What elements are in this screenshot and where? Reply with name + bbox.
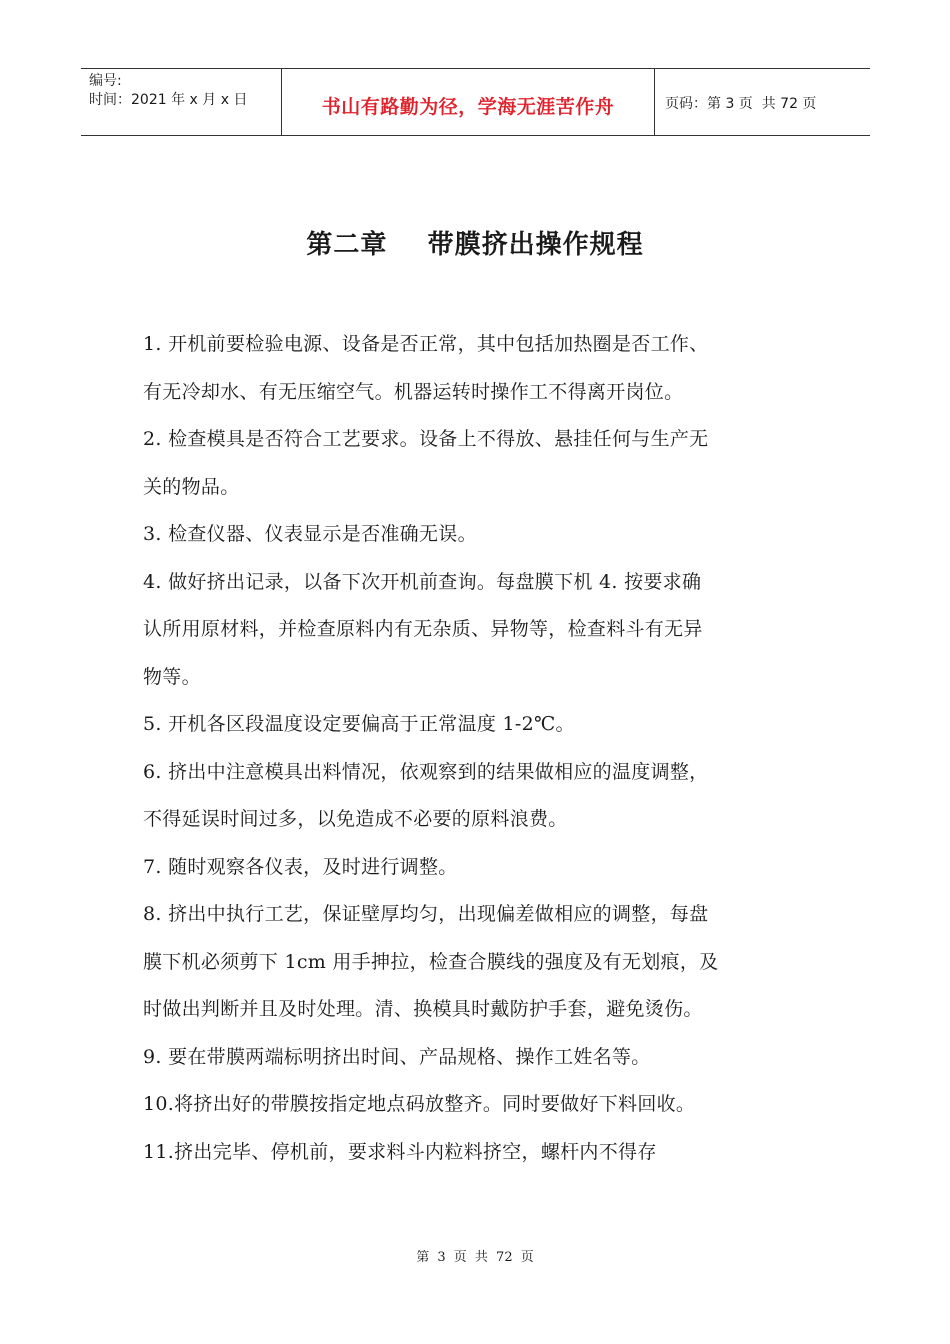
body-line: 认所用原材料，并检查原料内有无杂质、异物等，检查料斗有无异 bbox=[143, 618, 703, 640]
header-motto: 书山有路勤为径，学海无涯苦作舟 bbox=[321, 95, 615, 118]
body-line: 10.将挤出好的带膜按指定地点码放整齐。同时要做好下料回收。 bbox=[143, 1093, 696, 1115]
body-line: 不得延误时间过多，以免造成不必要的原料浪费。 bbox=[143, 808, 568, 830]
body-line: 有无冷却水、有无压缩空气。机器运转时操作工不得离开岗位。 bbox=[143, 380, 684, 403]
body-line: 9. 要在带膜两端标明挤出时间、产品规格、操作工姓名等。 bbox=[143, 1045, 651, 1068]
body-line: 2. 检查模具是否符合工艺要求。设备上不得放、悬挂任何与生产无 bbox=[143, 428, 709, 450]
body-line: 7. 随时观察各仪表，及时进行调整。 bbox=[143, 855, 458, 878]
body-line: 膜下机必须剪下 1cm 用手抻拉，检查合膜线的强度及有无划痕，及 bbox=[143, 950, 719, 973]
body-line: 8. 挤出中执行工艺，保证壁厚均匀，出现偏差做相应的调整，每盘 bbox=[143, 903, 709, 925]
body-line: 6. 挤出中注意模具出料情况，依观察到的结果做相应的温度调整， bbox=[143, 760, 709, 783]
header-code-label: 编号: bbox=[89, 73, 122, 89]
header-date: 时间：2021 年 x 月 x 日 bbox=[89, 92, 248, 108]
header-page-cell bbox=[655, 69, 870, 135]
header-meta-cell bbox=[81, 69, 282, 135]
header-page-info: 页码：第 3 页 共 72 页 bbox=[665, 96, 817, 112]
body-line: 时做出判断并且及时处理。清、换模具时戴防护手套，避免烫伤。 bbox=[143, 998, 703, 1020]
document-body bbox=[143, 326, 815, 1181]
page-footer: 第 3 页 共 72 页 bbox=[416, 1250, 534, 1265]
chapter-title: 第二章 带膜挤出操作规程 bbox=[306, 230, 644, 260]
body-line: 11.挤出完毕、停机前，要求料斗内粒料挤空，螺杆内不得存 bbox=[143, 1140, 657, 1163]
body-line: 关的物品。 bbox=[143, 475, 240, 498]
body-line: 物等。 bbox=[143, 665, 201, 688]
document-header bbox=[81, 68, 870, 136]
body-line: 3. 检查仪器、仪表显示是否准确无误。 bbox=[143, 523, 477, 545]
header-motto-cell bbox=[282, 69, 655, 135]
body-line: 4. 做好挤出记录，以备下次开机前查询。每盘膜下机 4. 按要求确 bbox=[143, 570, 702, 593]
body-line: 5. 开机各区段温度设定要偏高于正常温度 1-2℃。 bbox=[143, 713, 575, 735]
body-line: 1. 开机前要检验电源、设备是否正常，其中包括加热圈是否工作、 bbox=[143, 333, 709, 355]
